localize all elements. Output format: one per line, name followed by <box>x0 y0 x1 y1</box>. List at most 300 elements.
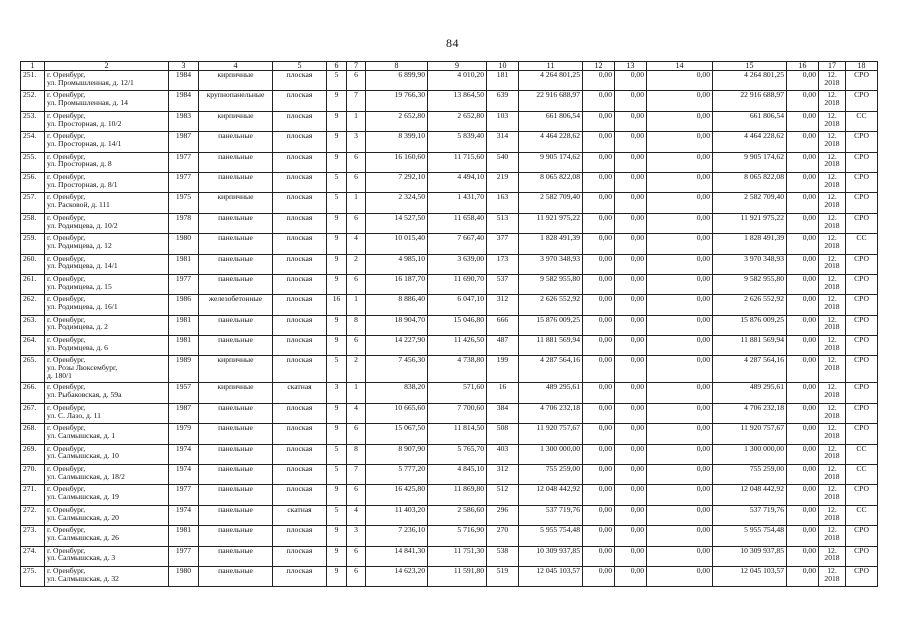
total-cost-cell: 537 719,76 <box>519 505 583 525</box>
living-area-cell: 11 690,70 <box>428 274 487 294</box>
cost-col15-cell: 4 287 564,16 <box>713 356 787 383</box>
cost-col14-cell: 0,00 <box>647 274 713 294</box>
column-number-cell: 15 <box>713 62 787 71</box>
table-row <box>21 193 878 213</box>
deadline-line: 12. <box>827 152 837 161</box>
entrances-cell: 6 <box>347 213 366 233</box>
deadline-line: 12. <box>827 70 837 79</box>
cost-col13-cell: 0,00 <box>615 336 647 356</box>
residents-cell: 181 <box>487 71 519 91</box>
cost-col12-cell: 0,00 <box>583 336 615 356</box>
year-cell: 1984 <box>169 71 199 91</box>
row-number-cell: 273. <box>21 526 45 546</box>
living-area-cell: 5 839,40 <box>428 132 487 152</box>
cost-col13-cell: 0,00 <box>615 213 647 233</box>
roof-type-cell: плоская <box>273 444 327 464</box>
deadline-line: 12. <box>827 192 837 202</box>
residents-cell: 519 <box>487 566 519 586</box>
deadline-line: 12. <box>827 423 837 433</box>
cost-col16-cell: 0,00 <box>787 444 819 464</box>
deadline-line: 12. <box>827 335 837 345</box>
cost-col16-cell: 0,00 <box>787 71 819 91</box>
deadline-line: 12. <box>827 525 837 535</box>
floors-cell: 5 <box>327 505 347 525</box>
total-cost-cell: 15 876 009,25 <box>519 315 583 335</box>
column-number-cell: 10 <box>487 62 519 71</box>
row-number-cell: 270. <box>21 465 45 485</box>
cost-col13-cell: 0,00 <box>615 91 647 111</box>
floors-cell: 9 <box>327 213 347 233</box>
year-cell: 1977 <box>169 172 199 192</box>
deadline-line: 12. <box>827 233 837 243</box>
address-cell <box>45 336 169 356</box>
living-area-cell: 7 667,40 <box>428 234 487 254</box>
address-cell <box>45 526 169 546</box>
address-line: ул. Розы Люксембург, <box>47 363 118 373</box>
deadline-line: 2018 <box>824 220 840 230</box>
cost-col12-cell: 0,00 <box>583 193 615 213</box>
floors-cell: 9 <box>327 111 347 131</box>
deadline-cell <box>819 444 846 464</box>
cost-col13-cell: 0,00 <box>615 295 647 315</box>
deadline-line: 12. <box>827 315 837 324</box>
entrances-cell: 6 <box>347 71 366 91</box>
address-line: г. Оренбург, <box>47 172 86 181</box>
address-line: г. Оренбург, <box>47 315 86 324</box>
total-area-cell: 18 904,70 <box>366 315 428 335</box>
cost-col12-cell: 0,00 <box>583 356 615 383</box>
cost-col15-cell: 1 828 491,39 <box>713 234 787 254</box>
cost-col16-cell: 0,00 <box>787 213 819 233</box>
address-cell <box>45 383 169 403</box>
cost-col13-cell: 0,00 <box>615 485 647 505</box>
address-line: ул. Родимцева, д. 2 <box>47 322 108 332</box>
column-number-cell: 11 <box>519 62 583 71</box>
roof-type-cell: скатная <box>273 383 327 403</box>
cost-col12-cell: 0,00 <box>583 546 615 566</box>
deadline-line: 12. <box>827 111 837 120</box>
table-row <box>21 234 878 254</box>
address-cell <box>45 111 169 131</box>
residents-cell: 537 <box>487 274 519 294</box>
cost-col13-cell: 0,00 <box>615 254 647 274</box>
deadline-cell <box>819 254 846 274</box>
cost-col12-cell: 0,00 <box>583 172 615 192</box>
residents-cell: 639 <box>487 91 519 111</box>
deadline-line: 12. <box>827 213 837 222</box>
wall-material-cell: крупнопанельные <box>199 91 273 111</box>
method-cell: СС <box>846 444 878 464</box>
cost-col16-cell: 0,00 <box>787 403 819 423</box>
table-body <box>21 71 878 587</box>
total-area-cell: 11 403,20 <box>366 505 428 525</box>
cost-col14-cell: 0,00 <box>647 254 713 274</box>
wall-material-cell: панельные <box>199 254 273 274</box>
floors-cell: 16 <box>327 295 347 315</box>
table-row <box>21 383 878 403</box>
cost-col14-cell: 0,00 <box>647 71 713 91</box>
cost-col13-cell: 0,00 <box>615 526 647 546</box>
row-number-cell: 256. <box>21 172 45 192</box>
address-line: ул. Салмышская, д. 10 <box>47 451 119 461</box>
year-cell: 1974 <box>169 465 199 485</box>
column-number-cell: 9 <box>428 62 487 71</box>
year-cell: 1977 <box>169 152 199 172</box>
deadline-line: 2018 <box>824 533 840 542</box>
residents-cell: 296 <box>487 505 519 525</box>
address-line: г. Оренбург, <box>47 525 86 535</box>
address-line: г. Оренбург, <box>47 464 86 474</box>
row-number-cell: 267. <box>21 403 45 423</box>
housing-registry-table <box>20 61 878 587</box>
table-row <box>21 132 878 152</box>
floors-cell: 5 <box>327 356 347 383</box>
residents-cell: 403 <box>487 444 519 464</box>
deadline-line: 2018 <box>824 261 840 271</box>
cost-col14-cell: 0,00 <box>647 132 713 152</box>
deadline-line: 12. <box>827 131 837 141</box>
wall-material-cell: панельные <box>199 444 273 464</box>
residents-cell: 384 <box>487 403 519 423</box>
table-row <box>21 111 878 131</box>
cost-col16-cell: 0,00 <box>787 566 819 586</box>
cost-col16-cell: 0,00 <box>787 465 819 485</box>
cost-col13-cell: 0,00 <box>615 465 647 485</box>
roof-type-cell: плоская <box>273 91 327 111</box>
year-cell: 1981 <box>169 526 199 546</box>
deadline-line: 12. <box>827 294 837 304</box>
cost-col15-cell: 755 259,00 <box>713 465 787 485</box>
address-cell <box>45 566 169 586</box>
roof-type-cell: плоская <box>273 111 327 131</box>
deadline-cell <box>819 403 846 423</box>
wall-material-cell: панельные <box>199 234 273 254</box>
deadline-line: 12. <box>827 546 837 555</box>
floors-cell: 9 <box>327 485 347 505</box>
method-cell: СРО <box>846 566 878 586</box>
entrances-cell: 6 <box>347 152 366 172</box>
total-area-cell: 8 907,90 <box>366 444 428 464</box>
entrances-cell: 1 <box>347 193 366 213</box>
address-line: ул. Просторная, д. 8/1 <box>47 179 118 189</box>
deadline-line: 12. <box>827 172 837 181</box>
row-number-cell: 252. <box>21 91 45 111</box>
table-row <box>21 336 878 356</box>
living-area-cell: 7 700,60 <box>428 403 487 423</box>
wall-material-cell: кирпичные <box>199 356 273 383</box>
living-area-cell: 2 652,80 <box>428 111 487 131</box>
deadline-line: 2018 <box>824 159 840 169</box>
cost-col12-cell: 0,00 <box>583 111 615 131</box>
total-area-cell: 19 766,30 <box>366 91 428 111</box>
method-cell: СРО <box>846 274 878 294</box>
deadline-line: 2018 <box>824 118 840 128</box>
address-cell <box>45 213 169 233</box>
cost-col12-cell: 0,00 <box>583 274 615 294</box>
cost-col12-cell: 0,00 <box>583 566 615 586</box>
cost-col14-cell: 0,00 <box>647 465 713 485</box>
cost-col12-cell: 0,00 <box>583 403 615 423</box>
roof-type-cell: скатная <box>273 505 327 525</box>
row-number-cell: 275. <box>21 566 45 586</box>
total-cost-cell: 489 295,61 <box>519 383 583 403</box>
wall-material-cell: панельные <box>199 274 273 294</box>
cost-col13-cell: 0,00 <box>615 444 647 464</box>
deadline-line: 2018 <box>824 471 840 481</box>
entrances-cell: 1 <box>347 383 366 403</box>
year-cell: 1977 <box>169 485 199 505</box>
cost-col13-cell: 0,00 <box>615 356 647 383</box>
row-number-cell: 258. <box>21 213 45 233</box>
address-line: ул. Родимцева, д. 15 <box>47 281 112 291</box>
wall-material-cell: панельные <box>199 505 273 525</box>
deadline-cell <box>819 383 846 403</box>
wall-material-cell: кирпичные <box>199 111 273 131</box>
table-row <box>21 91 878 111</box>
entrances-cell: 2 <box>347 254 366 274</box>
cost-col14-cell: 0,00 <box>647 111 713 131</box>
residents-cell: 513 <box>487 213 519 233</box>
method-cell: СРО <box>846 485 878 505</box>
table-row <box>21 71 878 91</box>
living-area-cell: 11 751,30 <box>428 546 487 566</box>
cost-col14-cell: 0,00 <box>647 234 713 254</box>
residents-cell: 270 <box>487 526 519 546</box>
total-area-cell: 14 623,20 <box>366 566 428 586</box>
cost-col12-cell: 0,00 <box>583 424 615 444</box>
floors-cell: 5 <box>327 172 347 192</box>
entrances-cell: 4 <box>347 234 366 254</box>
entrances-cell: 8 <box>347 315 366 335</box>
table-row <box>21 172 878 192</box>
cost-col16-cell: 0,00 <box>787 172 819 192</box>
roof-type-cell: плоская <box>273 424 327 444</box>
living-area-cell: 4 845,10 <box>428 465 487 485</box>
address-line: г. Оренбург, <box>47 294 86 304</box>
roof-type-cell: плоская <box>273 356 327 383</box>
table-row <box>21 485 878 505</box>
residents-cell: 377 <box>487 234 519 254</box>
residents-cell: 312 <box>487 465 519 485</box>
deadline-line: 2018 <box>824 240 840 250</box>
address-cell <box>45 295 169 315</box>
row-number-cell: 265. <box>21 356 45 383</box>
entrances-cell: 7 <box>347 91 366 111</box>
cost-col12-cell: 0,00 <box>583 505 615 525</box>
floors-cell: 5 <box>327 71 347 91</box>
total-cost-cell: 11 881 569,94 <box>519 336 583 356</box>
address-cell <box>45 505 169 525</box>
table-row <box>21 566 878 586</box>
method-cell: СРО <box>846 356 878 383</box>
deadline-line: 2018 <box>824 200 840 210</box>
cost-col14-cell: 0,00 <box>647 485 713 505</box>
address-line: ул. Просторная, д. 10/2 <box>47 118 122 128</box>
address-line: г. Оренбург, <box>47 355 86 365</box>
deadline-line: 2018 <box>824 342 840 352</box>
column-number-cell: 6 <box>327 62 347 71</box>
year-cell: 1984 <box>169 91 199 111</box>
column-number-cell: 12 <box>583 62 615 71</box>
residents-cell: 314 <box>487 132 519 152</box>
deadline-cell <box>819 315 846 335</box>
roof-type-cell: плоская <box>273 213 327 233</box>
floors-cell: 9 <box>327 91 347 111</box>
total-area-cell: 8 886,40 <box>366 295 428 315</box>
table-row <box>21 356 878 383</box>
residents-cell: 199 <box>487 356 519 383</box>
deadline-cell <box>819 91 846 111</box>
address-cell <box>45 485 169 505</box>
cost-col12-cell: 0,00 <box>583 91 615 111</box>
total-cost-cell: 1 300 000,00 <box>519 444 583 464</box>
wall-material-cell: кирпичные <box>199 383 273 403</box>
total-cost-cell: 11 921 975,22 <box>519 213 583 233</box>
living-area-cell: 4 738,80 <box>428 356 487 383</box>
deadline-line: 2018 <box>824 390 840 400</box>
floors-cell: 9 <box>327 403 347 423</box>
table-row <box>21 274 878 294</box>
address-line: ул. Родимцева, д. 14/1 <box>47 261 118 271</box>
entrances-cell: 1 <box>347 295 366 315</box>
row-number-cell: 260. <box>21 254 45 274</box>
method-cell: СРО <box>846 424 878 444</box>
cost-col16-cell: 0,00 <box>787 505 819 525</box>
deadline-cell <box>819 465 846 485</box>
address-line: г. Оренбург, <box>47 131 86 141</box>
deadline-line: 2018 <box>824 77 840 87</box>
living-area-cell: 4 494,10 <box>428 172 487 192</box>
wall-material-cell: панельные <box>199 315 273 335</box>
address-line: г. Оренбург, <box>47 90 86 100</box>
address-line: ул. Родимцева, д. 16/1 <box>47 302 118 312</box>
cost-col12-cell: 0,00 <box>583 152 615 172</box>
year-cell: 1981 <box>169 254 199 274</box>
row-number-cell: 264. <box>21 336 45 356</box>
residents-cell: 173 <box>487 254 519 274</box>
cost-col15-cell: 2 582 709,40 <box>713 193 787 213</box>
roof-type-cell: плоская <box>273 172 327 192</box>
living-area-cell: 1 431,70 <box>428 193 487 213</box>
address-line: г. Оренбург, <box>47 566 86 575</box>
year-cell: 1977 <box>169 274 199 294</box>
year-cell: 1977 <box>169 546 199 566</box>
address-line: г. Оренбург, <box>47 505 86 514</box>
year-cell: 1974 <box>169 505 199 525</box>
cost-col16-cell: 0,00 <box>787 526 819 546</box>
total-area-cell: 838,20 <box>366 383 428 403</box>
cost-col13-cell: 0,00 <box>615 546 647 566</box>
total-cost-cell: 10 309 937,85 <box>519 546 583 566</box>
address-cell <box>45 403 169 423</box>
table-row <box>21 444 878 464</box>
address-line: г. Оренбург, <box>47 274 86 283</box>
wall-material-cell: кирпичные <box>199 71 273 91</box>
cost-col14-cell: 0,00 <box>647 566 713 586</box>
year-cell: 1975 <box>169 193 199 213</box>
method-cell: СРО <box>846 403 878 423</box>
total-area-cell: 16 187,70 <box>366 274 428 294</box>
method-cell: СРО <box>846 295 878 315</box>
cost-col14-cell: 0,00 <box>647 424 713 444</box>
floors-cell: 9 <box>327 152 347 172</box>
page-number: 84 <box>446 36 459 50</box>
deadline-line: 2018 <box>824 410 840 420</box>
address-line: ул. Просторная, д. 14/1 <box>47 138 122 148</box>
address-cell <box>45 546 169 566</box>
total-cost-cell: 12 045 103,57 <box>519 566 583 586</box>
total-cost-cell: 661 806,54 <box>519 111 583 131</box>
cost-col14-cell: 0,00 <box>647 193 713 213</box>
entrances-cell: 6 <box>347 424 366 444</box>
cost-col16-cell: 0,00 <box>787 424 819 444</box>
cost-col15-cell: 22 916 688,97 <box>713 91 787 111</box>
table-row <box>21 295 878 315</box>
method-cell: СРО <box>846 152 878 172</box>
deadline-line: 12. <box>827 464 837 474</box>
deadline-cell <box>819 526 846 546</box>
cost-col14-cell: 0,00 <box>647 172 713 192</box>
row-number-cell: 253. <box>21 111 45 131</box>
deadline-line: 12. <box>827 484 837 494</box>
cost-col15-cell: 2 626 552,92 <box>713 295 787 315</box>
table-row <box>21 315 878 335</box>
address-line: д. 180/1 <box>47 371 72 381</box>
cost-col13-cell: 0,00 <box>615 132 647 152</box>
entrances-cell: 4 <box>347 403 366 423</box>
deadline-cell <box>819 152 846 172</box>
living-area-cell: 11 715,60 <box>428 152 487 172</box>
table-row <box>21 152 878 172</box>
cost-col15-cell: 8 065 822,08 <box>713 172 787 192</box>
deadline-cell <box>819 172 846 192</box>
floors-cell: 5 <box>327 444 347 464</box>
table-row <box>21 424 878 444</box>
column-number-row <box>21 62 878 71</box>
address-line: ул. Салмышская, д. 32 <box>47 573 119 583</box>
row-number-cell: 271. <box>21 485 45 505</box>
total-cost-cell: 4 264 801,25 <box>519 71 583 91</box>
cost-col16-cell: 0,00 <box>787 356 819 383</box>
roof-type-cell: плоская <box>273 526 327 546</box>
floors-cell: 3 <box>327 383 347 403</box>
method-cell: СРО <box>846 91 878 111</box>
row-number-cell: 261. <box>21 274 45 294</box>
deadline-cell <box>819 71 846 91</box>
address-line: ул. Промышленная, д. 14 <box>47 98 128 108</box>
address-cell <box>45 172 169 192</box>
total-cost-cell: 5 955 754,48 <box>519 526 583 546</box>
row-number-cell: 262. <box>21 295 45 315</box>
entrances-cell: 7 <box>347 465 366 485</box>
address-cell <box>45 424 169 444</box>
address-line: ул. Промышленная, д. 12/1 <box>47 77 134 87</box>
year-cell: 1979 <box>169 424 199 444</box>
address-cell <box>45 152 169 172</box>
address-cell <box>45 444 169 464</box>
living-area-cell: 11 869,80 <box>428 485 487 505</box>
wall-material-cell: панельные <box>199 465 273 485</box>
cost-col16-cell: 0,00 <box>787 152 819 172</box>
row-number-cell: 255. <box>21 152 45 172</box>
address-line: ул. Просторная, д. 8 <box>47 159 112 169</box>
table-row <box>21 213 878 233</box>
total-cost-cell: 4 706 232,18 <box>519 403 583 423</box>
method-cell: СРО <box>846 132 878 152</box>
column-number-cell: 1 <box>21 62 45 71</box>
entrances-cell: 8 <box>347 444 366 464</box>
floors-cell: 9 <box>327 546 347 566</box>
